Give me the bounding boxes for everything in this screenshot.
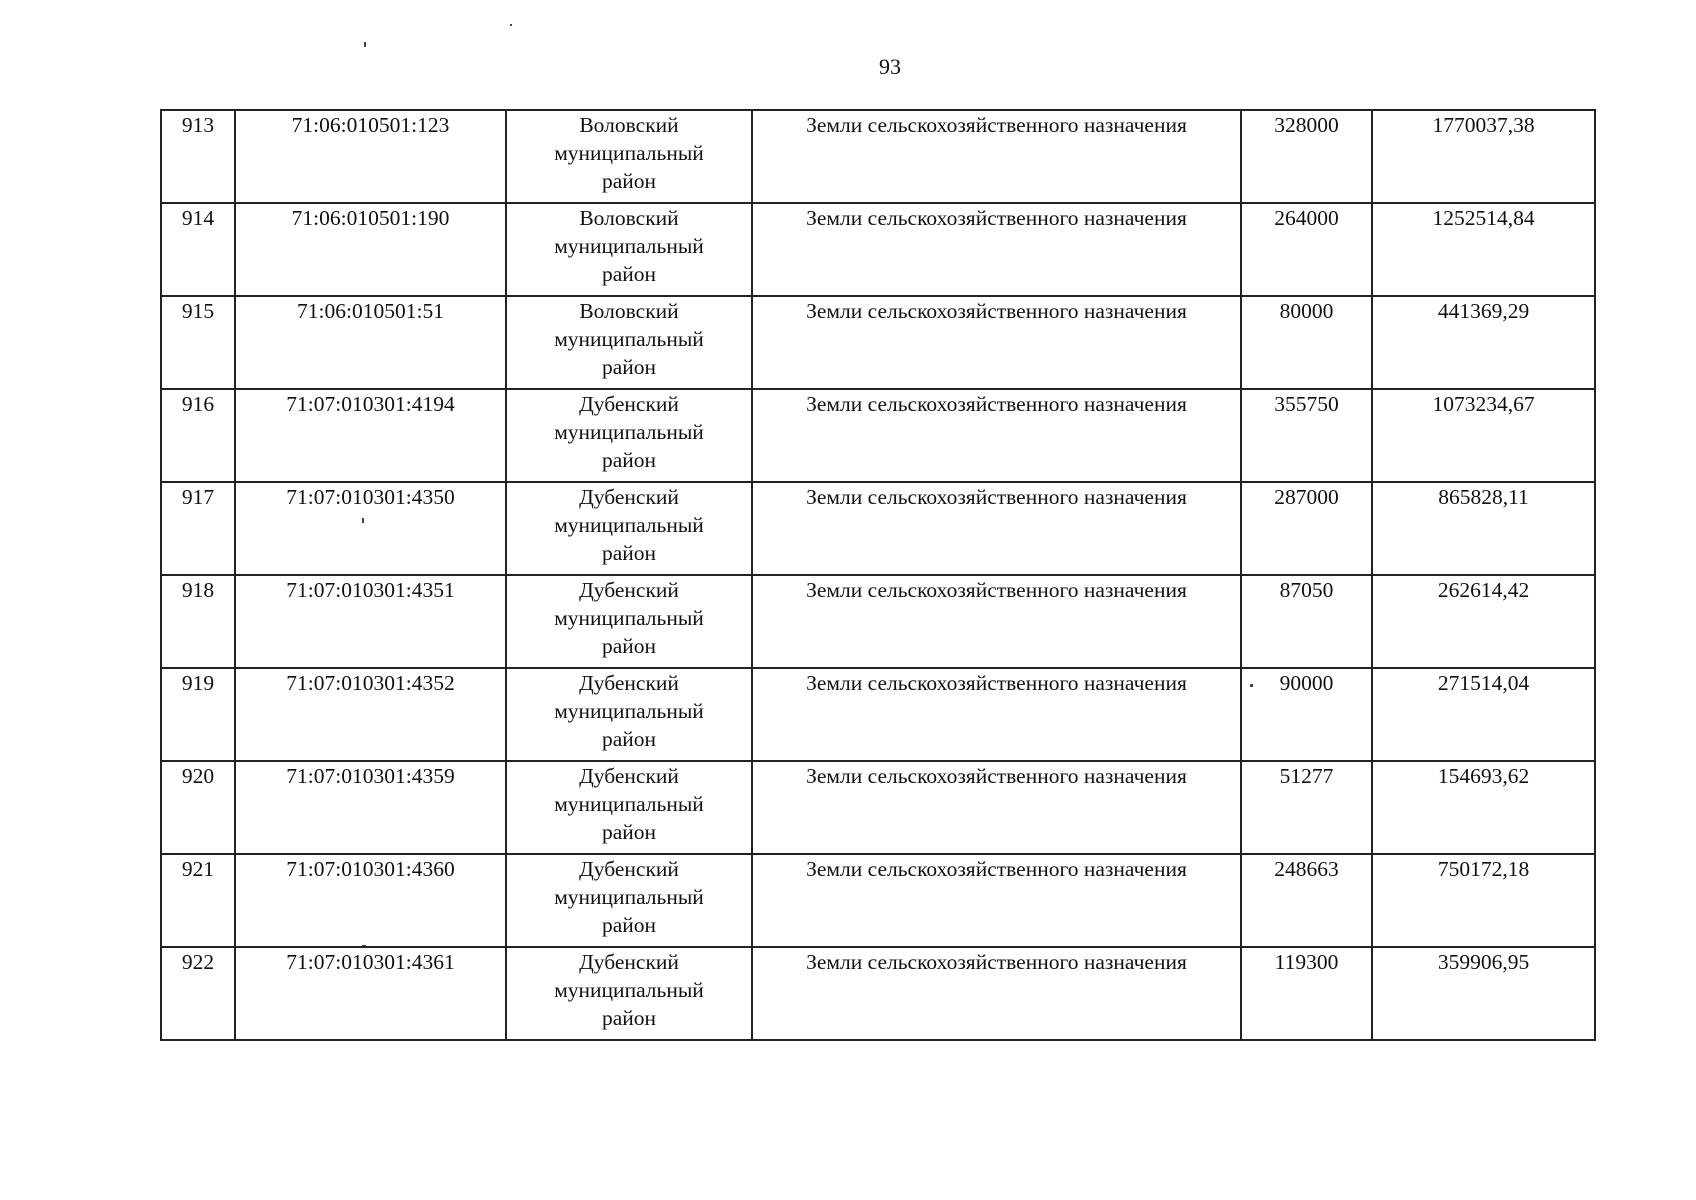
- district-line: Воловский: [579, 206, 679, 230]
- district-line: муниципальный: [554, 420, 704, 444]
- cadastral-value-cell: 750172,18: [1372, 854, 1595, 947]
- district-line: район: [601, 448, 657, 472]
- district-line: Дубенский: [579, 578, 679, 602]
- scan-speck: [364, 42, 366, 47]
- district-line: район: [601, 262, 657, 286]
- land-category-cell: Земли сельскохозяйственного назначения: [752, 482, 1241, 575]
- district-cell: [506, 668, 752, 761]
- row-number-cell: 920: [161, 761, 235, 854]
- area-cell: 87050: [1241, 575, 1372, 668]
- table-row: [161, 482, 1595, 575]
- cadastral-number-cell: 71:07:010301:4361: [235, 947, 506, 1040]
- cadastral-number-cell: 71:07:010301:4194: [235, 389, 506, 482]
- district-line: район: [601, 820, 657, 844]
- district-line: Воловский: [579, 113, 679, 137]
- area-cell: 287000: [1241, 482, 1372, 575]
- cadastral-value-cell: 154693,62: [1372, 761, 1595, 854]
- table-row: [161, 296, 1595, 389]
- cadastral-number-cell: 71:07:010301:4352: [235, 668, 506, 761]
- district-line: район: [601, 355, 657, 379]
- cadastral-number-cell: 71:06:010501:51: [235, 296, 506, 389]
- land-category-cell: Земли сельскохозяйственного назначения: [752, 668, 1241, 761]
- area-cell: 248663: [1241, 854, 1372, 947]
- district-cell: [506, 761, 752, 854]
- table-row: [161, 110, 1595, 203]
- scan-speck: [510, 24, 512, 26]
- cadastral-value-cell: 1073234,67: [1372, 389, 1595, 482]
- area-cell: 328000: [1241, 110, 1372, 203]
- district-line: район: [601, 913, 657, 937]
- land-category-cell: Земли сельскохозяйственного назначения: [752, 203, 1241, 296]
- district-line: муниципальный: [554, 327, 704, 351]
- district-cell: [506, 575, 752, 668]
- area-cell: 80000: [1241, 296, 1372, 389]
- row-number-cell: 914: [161, 203, 235, 296]
- district-cell: [506, 947, 752, 1040]
- land-category-cell: Земли сельскохозяйственного назначения: [752, 110, 1241, 203]
- row-number-cell: 921: [161, 854, 235, 947]
- district-cell: [506, 482, 752, 575]
- table-body: [161, 110, 1595, 1040]
- land-category-cell: Земли сельскохозяйственного назначения: [752, 296, 1241, 389]
- district-line: Воловский: [579, 299, 679, 323]
- table-row: [161, 668, 1595, 761]
- district-line: район: [601, 169, 657, 193]
- table-row: [161, 203, 1595, 296]
- area-cell: 51277: [1241, 761, 1372, 854]
- district-cell: [506, 854, 752, 947]
- cadastral-number-cell: 71:07:010301:4350: [235, 482, 506, 575]
- district-line: район: [601, 1006, 657, 1030]
- table-row: [161, 854, 1595, 947]
- area-cell: 355750: [1241, 389, 1372, 482]
- cadastral-number-cell: 71:07:010301:4359: [235, 761, 506, 854]
- district-line: муниципальный: [554, 141, 704, 165]
- district-cell: [506, 389, 752, 482]
- district-line: Дубенский: [579, 950, 679, 974]
- district-line: Дубенский: [579, 764, 679, 788]
- district-line: муниципальный: [554, 699, 704, 723]
- district-line: Дубенский: [579, 485, 679, 509]
- table-row: [161, 947, 1595, 1040]
- cadastral-number-cell: 71:06:010501:123: [235, 110, 506, 203]
- district-line: Дубенский: [579, 392, 679, 416]
- row-number-cell: 916: [161, 389, 235, 482]
- row-number-cell: 917: [161, 482, 235, 575]
- cadastral-number-cell: 71:07:010301:4351: [235, 575, 506, 668]
- district-line: муниципальный: [554, 885, 704, 909]
- district-line: муниципальный: [554, 792, 704, 816]
- cadastral-value-cell: 271514,04: [1372, 668, 1595, 761]
- page-number: 93: [879, 54, 901, 79]
- cadastral-value-cell: 1252514,84: [1372, 203, 1595, 296]
- land-category-cell: Земли сельскохозяйственного назначения: [752, 947, 1241, 1040]
- row-number-cell: 915: [161, 296, 235, 389]
- district-cell: [506, 296, 752, 389]
- land-plot-table: [160, 109, 1596, 1041]
- area-cell: 119300: [1241, 947, 1372, 1040]
- table-row: [161, 761, 1595, 854]
- table-row: [161, 389, 1595, 482]
- area-cell: 90000: [1241, 668, 1372, 761]
- cadastral-value-cell: 441369,29: [1372, 296, 1595, 389]
- cadastral-value-cell: 1770037,38: [1372, 110, 1595, 203]
- row-number-cell: 919: [161, 668, 235, 761]
- area-cell: 264000: [1241, 203, 1372, 296]
- district-line: муниципальный: [554, 513, 704, 537]
- land-category-cell: Земли сельскохозяйственного назначения: [752, 854, 1241, 947]
- district-line: муниципальный: [554, 978, 704, 1002]
- land-category-cell: Земли сельскохозяйственного назначения: [752, 389, 1241, 482]
- land-category-cell: Земли сельскохозяйственного назначения: [752, 761, 1241, 854]
- district-line: Дубенский: [579, 857, 679, 881]
- cadastral-value-cell: 262614,42: [1372, 575, 1595, 668]
- row-number-cell: 918: [161, 575, 235, 668]
- district-cell: [506, 110, 752, 203]
- row-number-cell: 922: [161, 947, 235, 1040]
- cadastral-number-cell: 71:07:010301:4360: [235, 854, 506, 947]
- cadastral-number-cell: 71:06:010501:190: [235, 203, 506, 296]
- district-line: район: [601, 727, 657, 751]
- cadastral-value-cell: 865828,11: [1372, 482, 1595, 575]
- row-number-cell: 913: [161, 110, 235, 203]
- district-line: муниципальный: [554, 234, 704, 258]
- cadastral-value-cell: 359906,95: [1372, 947, 1595, 1040]
- district-line: Дубенский: [579, 671, 679, 695]
- district-cell: [506, 203, 752, 296]
- land-category-cell: Земли сельскохозяйственного назначения: [752, 575, 1241, 668]
- district-line: район: [601, 541, 657, 565]
- district-line: муниципальный: [554, 606, 704, 630]
- table-row: [161, 575, 1595, 668]
- district-line: район: [601, 634, 657, 658]
